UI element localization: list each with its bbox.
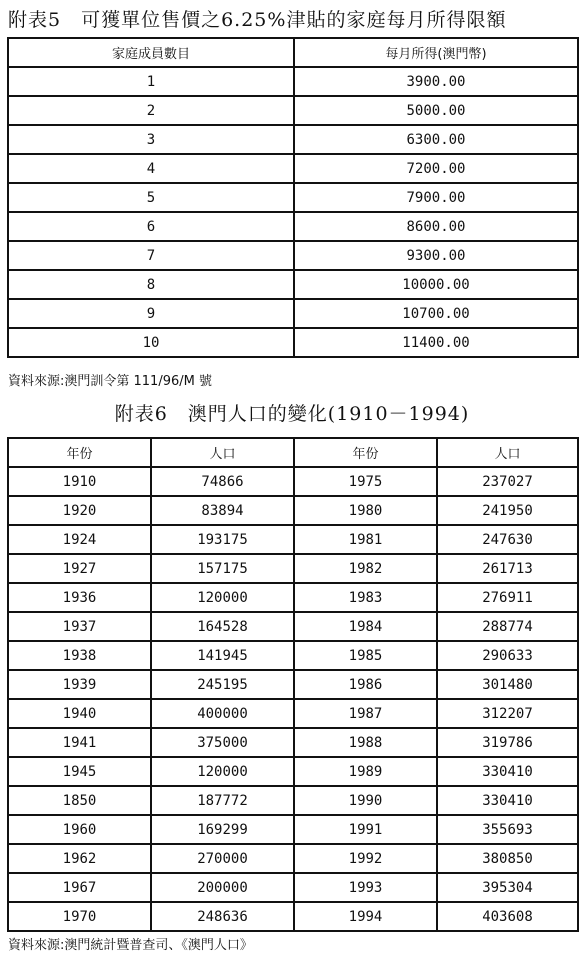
table-header-row xyxy=(8,438,578,467)
population-cell: 187772 xyxy=(151,786,294,815)
table2-title: 附表6 澳門人口的變化(1910－1994) xyxy=(114,403,470,425)
population-cell: 261713 xyxy=(437,554,578,583)
household-members-cell: 2 xyxy=(8,96,294,125)
year-cell: 1975 xyxy=(294,467,437,496)
population-cell: 169299 xyxy=(151,815,294,844)
table-row xyxy=(8,583,578,612)
table-row xyxy=(8,612,578,641)
population-cell: 241950 xyxy=(437,496,578,525)
monthly-income-cell: 5000.00 xyxy=(294,96,578,125)
year-cell: 1937 xyxy=(8,612,151,641)
population-cell: 164528 xyxy=(151,612,294,641)
monthly-income-cell: 9300.00 xyxy=(294,241,578,270)
year-cell: 1991 xyxy=(294,815,437,844)
household-members-cell: 8 xyxy=(8,270,294,299)
population-cell: 247630 xyxy=(437,525,578,554)
table-row xyxy=(8,844,578,873)
table-row xyxy=(8,641,578,670)
year-cell: 1924 xyxy=(8,525,151,554)
population-cell: 141945 xyxy=(151,641,294,670)
table-row xyxy=(8,554,578,583)
table-row xyxy=(8,525,578,554)
year-cell: 1994 xyxy=(294,902,437,931)
table-row xyxy=(8,299,578,328)
population-cell: 245195 xyxy=(151,670,294,699)
table2-source-note: 資料來源:澳門統計暨普查司、《澳門人口》 xyxy=(8,938,253,953)
year-cell: 1941 xyxy=(8,728,151,757)
monthly-income-cell: 7200.00 xyxy=(294,154,578,183)
household-members-cell: 5 xyxy=(8,183,294,212)
table-row xyxy=(8,757,578,786)
year-cell: 1983 xyxy=(294,583,437,612)
year-cell: 1984 xyxy=(294,612,437,641)
year-cell: 1970 xyxy=(8,902,151,931)
header-year-left: 年份 xyxy=(8,438,151,467)
year-cell: 1939 xyxy=(8,670,151,699)
population-cell: 276911 xyxy=(437,583,578,612)
population-cell: 288774 xyxy=(437,612,578,641)
year-cell: 1992 xyxy=(294,844,437,873)
year-cell: 1967 xyxy=(8,873,151,902)
table-row xyxy=(8,873,578,902)
monthly-income-cell: 10000.00 xyxy=(294,270,578,299)
year-cell: 1987 xyxy=(294,699,437,728)
table1-title: 附表5 可獲單位售價之6.25%津貼的家庭每月所得限額 xyxy=(8,9,507,31)
income-limit-table xyxy=(7,37,579,358)
household-members-cell: 7 xyxy=(8,241,294,270)
table-row xyxy=(8,699,578,728)
population-cell: 301480 xyxy=(437,670,578,699)
household-members-cell: 6 xyxy=(8,212,294,241)
population-cell: 200000 xyxy=(151,873,294,902)
household-members-cell: 10 xyxy=(8,328,294,357)
population-cell: 395304 xyxy=(437,873,578,902)
header-population-right: 人口 xyxy=(437,438,578,467)
table-row xyxy=(8,728,578,757)
year-cell: 1981 xyxy=(294,525,437,554)
table-row xyxy=(8,786,578,815)
monthly-income-cell: 3900.00 xyxy=(294,67,578,96)
population-cell: 400000 xyxy=(151,699,294,728)
header-year-right: 年份 xyxy=(294,438,437,467)
table-row xyxy=(8,467,578,496)
table1-source-note: 資料來源:澳門訓令第 111/96/M 號 xyxy=(8,374,212,389)
table-row xyxy=(8,328,578,357)
year-cell: 1910 xyxy=(8,467,151,496)
year-cell: 1988 xyxy=(294,728,437,757)
table-row xyxy=(8,154,578,183)
table-row xyxy=(8,67,578,96)
year-cell: 1980 xyxy=(294,496,437,525)
monthly-income-cell: 8600.00 xyxy=(294,212,578,241)
year-cell: 1920 xyxy=(8,496,151,525)
monthly-income-cell: 10700.00 xyxy=(294,299,578,328)
population-cell: 380850 xyxy=(437,844,578,873)
population-table xyxy=(7,437,579,932)
table-row xyxy=(8,183,578,212)
table-row xyxy=(8,241,578,270)
household-members-cell: 1 xyxy=(8,67,294,96)
population-cell: 248636 xyxy=(151,902,294,931)
population-cell: 193175 xyxy=(151,525,294,554)
table-row xyxy=(8,125,578,154)
monthly-income-cell: 7900.00 xyxy=(294,183,578,212)
year-cell: 1960 xyxy=(8,815,151,844)
monthly-income-cell: 6300.00 xyxy=(294,125,578,154)
household-members-cell: 4 xyxy=(8,154,294,183)
year-cell: 1993 xyxy=(294,873,437,902)
population-cell: 120000 xyxy=(151,583,294,612)
monthly-income-cell: 11400.00 xyxy=(294,328,578,357)
population-cell: 375000 xyxy=(151,728,294,757)
household-members-cell: 3 xyxy=(8,125,294,154)
household-members-cell: 9 xyxy=(8,299,294,328)
year-cell: 1986 xyxy=(294,670,437,699)
table-row xyxy=(8,670,578,699)
header-population-left: 人口 xyxy=(151,438,294,467)
population-cell: 355693 xyxy=(437,815,578,844)
population-cell: 83894 xyxy=(151,496,294,525)
year-cell: 1945 xyxy=(8,757,151,786)
population-cell: 403608 xyxy=(437,902,578,931)
year-cell: 1927 xyxy=(8,554,151,583)
population-cell: 74866 xyxy=(151,467,294,496)
population-cell: 237027 xyxy=(437,467,578,496)
header-monthly-income: 每月所得(澳門幣) xyxy=(294,38,578,67)
table-row xyxy=(8,815,578,844)
population-cell: 157175 xyxy=(151,554,294,583)
population-cell: 120000 xyxy=(151,757,294,786)
header-household-members: 家庭成員數目 xyxy=(8,38,294,67)
year-cell: 1985 xyxy=(294,641,437,670)
year-cell: 1940 xyxy=(8,699,151,728)
population-cell: 270000 xyxy=(151,844,294,873)
population-cell: 312207 xyxy=(437,699,578,728)
table-row xyxy=(8,212,578,241)
year-cell: 1936 xyxy=(8,583,151,612)
table-row xyxy=(8,270,578,299)
table-row xyxy=(8,902,578,931)
table-row xyxy=(8,496,578,525)
year-cell: 1982 xyxy=(294,554,437,583)
year-cell: 1938 xyxy=(8,641,151,670)
year-cell: 1990 xyxy=(294,786,437,815)
table-header-row xyxy=(8,38,578,67)
year-cell: 1962 xyxy=(8,844,151,873)
year-cell: 1850 xyxy=(8,786,151,815)
population-cell: 319786 xyxy=(437,728,578,757)
population-cell: 330410 xyxy=(437,786,578,815)
year-cell: 1989 xyxy=(294,757,437,786)
table-row xyxy=(8,96,578,125)
population-cell: 290633 xyxy=(437,641,578,670)
population-cell: 330410 xyxy=(437,757,578,786)
